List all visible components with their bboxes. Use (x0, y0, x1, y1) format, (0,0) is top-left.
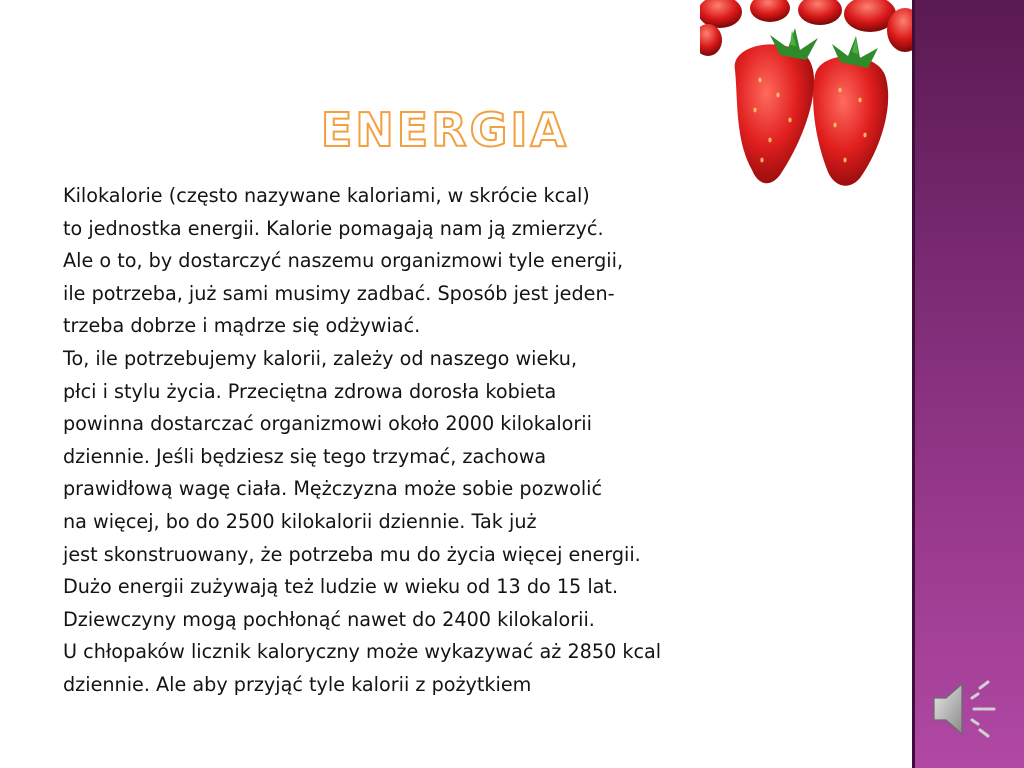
slide-body-text (63, 180, 783, 702)
body-line: Dużo energii zużywają też ludzie w wieku od 13 do 15 lat. (63, 575, 619, 599)
body-line: płci i stylu życia. Przeciętna zdrowa dorosła kobieta (63, 379, 557, 403)
body-line: Dziewczyny mogą pochłonąć nawet do 2400 kilokalorii. (63, 607, 595, 631)
decorative-side-bar (912, 0, 1024, 768)
body-line: dziennie. Ale aby przyjąć tyle kalorii z pożytkiem (63, 672, 532, 696)
body-line: Kilokalorie (często nazywane kaloriami, w skrócie kcal) (63, 184, 590, 207)
body-line: powinna dostarczać organizmowi około 2000 kilokalorii (63, 412, 592, 436)
body-line: trzeba dobrze i mądrze się odżywiać. (63, 314, 421, 338)
body-line: prawidłową wagę ciała. Mężczyzna może sobie pozwolić (63, 477, 603, 501)
body-line: na więcej, bo do 2500 kilokalorii dziennie. Tak już (63, 509, 537, 533)
body-line: Ale o to, by dostarczyć naszemu organizmowi tyle energii, (63, 249, 624, 273)
body-line: to jednostka energii. Kalorie pomagają nam ją zmierzyć. (63, 216, 604, 240)
body-line: U chłopaków licznik kaloryczny może wykazywać aż 2850 kcal (63, 640, 662, 664)
body-line: ile potrzeba, już sami musimy zadbać. Sposób jest jeden- (63, 281, 615, 305)
speaker-icon[interactable] (930, 676, 1000, 740)
slide-title: ENERGIA (320, 103, 570, 157)
strawberries-image (700, 0, 912, 198)
body-line: jest skonstruowany, że potrzeba mu do życia więcej energii. (63, 542, 641, 566)
body-line: To, ile potrzebujemy kalorii, zależy od naszego wieku, (63, 346, 578, 370)
body-line: dziennie. Jeśli będziesz się tego trzymać, zachowa (63, 444, 547, 468)
